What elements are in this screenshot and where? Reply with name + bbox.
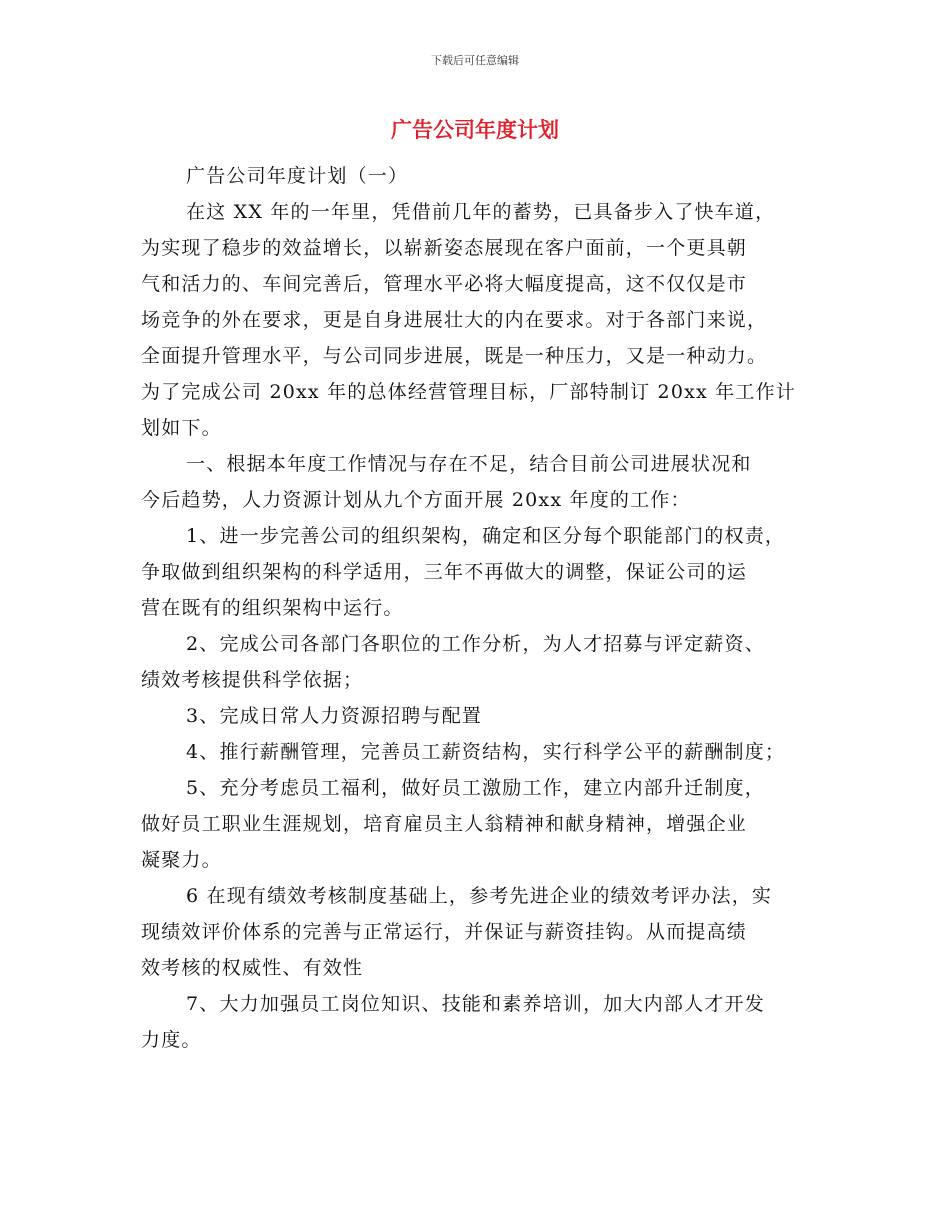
body-line: 划如下。 <box>141 417 222 439</box>
body-line: 营在既有的组织架构中运行。 <box>141 597 404 619</box>
body-line: 2、完成公司各部门各职位的工作分析，为人才招募与评定薪资、 <box>186 633 765 655</box>
body-line: 场竞争的外在要求，更是自身进展壮大的内在要求。对于各部门来说， <box>141 309 768 331</box>
body-line: 一、根据本年度工作情况与存在不足，结合目前公司进展状况和 <box>186 453 752 475</box>
body-line: 为实现了稳步的效益增长，以崭新姿态展现在客户面前，一个更具朝 <box>141 237 748 259</box>
body-line: 7、大力加强员工岗位知识、技能和素养培训，加大内部人才开发 <box>186 993 765 1015</box>
body-line: 争取做到组织架构的科学适用，三年不再做大的调整，保证公司的运 <box>141 561 748 583</box>
body-line: 6 在现有绩效考核制度基础上，参考先进企业的绩效考评办法，实 <box>186 885 773 907</box>
body-line: 气和活力的、车间完善后，管理水平必将大幅度提高，这不仅仅是市 <box>141 273 748 295</box>
body-line: 绩效考核提供科学依据； <box>141 669 364 691</box>
body-line: 全面提升管理水平，与公司同步进展，既是一种压力，又是一种动力。 <box>141 345 768 367</box>
body-line: 凝聚力。 <box>141 849 222 871</box>
document-body <box>141 158 817 1058</box>
body-line: 1、进一步完善公司的组织架构，确定和区分每个职能部门的权责， <box>186 525 786 547</box>
body-line: 在这 XX 年的一年里，凭借前几年的蓄势，已具备步入了快车道， <box>186 201 776 223</box>
page-header: 下载后可任意编辑 <box>431 54 519 67</box>
body-line: 为了完成公司 20xx 年的总体经营管理目标，厂部特制订 20xx 年工作计 <box>141 381 796 403</box>
body-line: 力度。 <box>141 1029 202 1051</box>
body-line: 现绩效评价体系的完善与正常运行，并保证与薪资挂钩。从而提高绩 <box>141 921 748 943</box>
body-line: 效考核的权威性、有效性 <box>141 957 364 979</box>
body-line: 5、充分考虑员工福利，做好员工激励工作，建立内部升迁制度， <box>186 777 765 799</box>
body-line: 广告公司年度计划（一） <box>186 165 409 187</box>
body-line: 3、完成日常人力资源招聘与配置 <box>186 705 483 727</box>
body-line: 做好员工职业生涯规划，培育雇员主人翁精神和献身精神，增强企业 <box>141 813 748 835</box>
body-line: 4、推行薪酬管理，完善员工薪资结构，实行科学公平的薪酬制度； <box>186 741 786 763</box>
document-title: 广告公司年度计划 <box>391 117 559 142</box>
body-line: 今后趋势，人力资源计划从九个方面开展 20xx 年度的工作： <box>141 489 691 511</box>
